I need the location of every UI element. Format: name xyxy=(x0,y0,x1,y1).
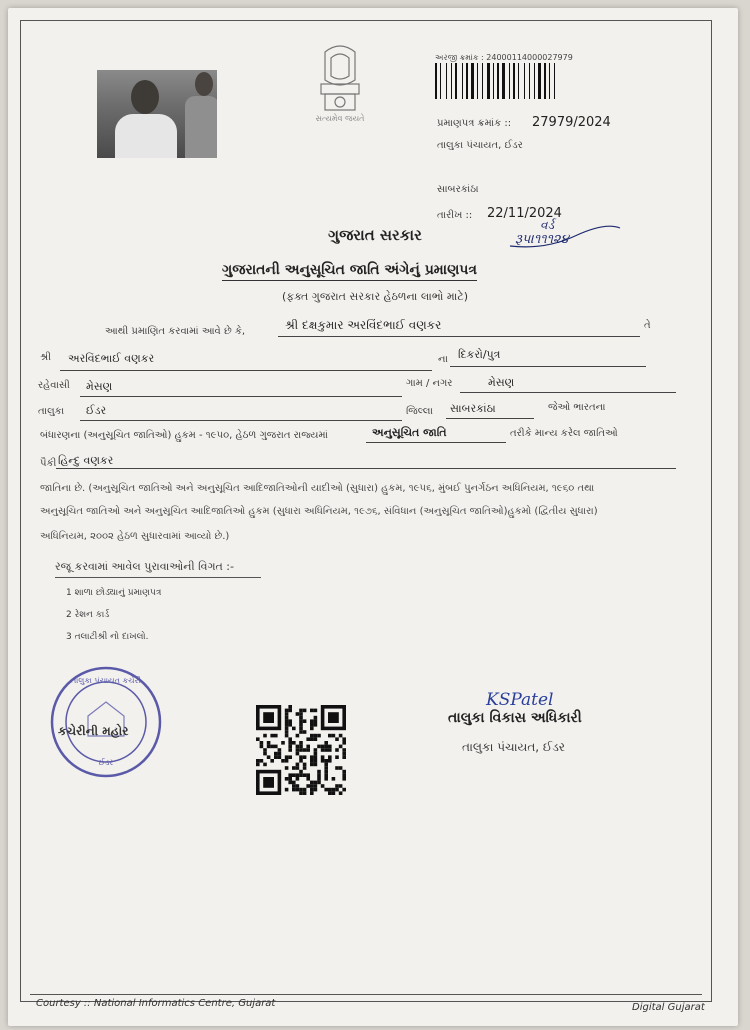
caste-line xyxy=(56,468,676,469)
issue-date: 22/11/2024 xyxy=(487,206,562,221)
signature: KSPatel xyxy=(486,690,554,710)
evidence-item: 3 તલાટીશ્રી નો દાખલો. xyxy=(66,632,149,642)
caste: હિન્દુ વણકર xyxy=(58,454,114,467)
gov-title: ગુજરાત સરકાર xyxy=(328,226,422,244)
village-line xyxy=(460,392,676,393)
resident-line xyxy=(80,396,402,397)
te-label: તે xyxy=(644,320,651,331)
signatory-title: તાલુકા વિકાસ અધિકારી xyxy=(448,710,582,726)
bharat-label: જેઓ ભારતના xyxy=(548,402,606,413)
header-office: તાલુકા પંચાયત, ઈડર xyxy=(437,140,523,151)
barcode xyxy=(435,63,580,99)
seal-ring-text: તાલુકા પંચાયત કચેરી xyxy=(71,676,141,685)
father-line xyxy=(60,370,432,371)
certificate-title: ગુજરાતની અનુસૂચિત જાતિ અંગેનું પ્રમાણપત્ર xyxy=(222,262,477,281)
shri-label: શ્રી xyxy=(40,352,52,363)
header-district: સાબરકાંઠા xyxy=(437,184,479,195)
certificate-number: 27979/2024 xyxy=(532,115,611,130)
emblem-caption: સત્યમેવ જયતે xyxy=(315,114,365,123)
name-line xyxy=(278,336,640,337)
handwritten-note-2: રૂપ।૧૧૧૨૪ xyxy=(515,232,569,247)
evidence-heading: રજૂ કરવામાં આવેલ પુરાવાઓની વિગત :- xyxy=(55,560,261,578)
para-line-2: અનુસૂચિત જાતિઓ અને અનુસૂચિત આદિજાતિઓ હુકમ (સુધારા અધિનિયમ, ૧૯૭૬, સંવિધાન (અનુસૂચિત જાતિઓ)હુકમો (દ્વિતીય સુધારા) xyxy=(40,506,598,517)
evidence-item: 2 રેશન કાર્ડ xyxy=(66,610,110,620)
district: સાબરકાંઠા xyxy=(450,402,496,415)
office-seal xyxy=(50,666,162,778)
seal-center: કચેરીની મહોર xyxy=(58,724,129,738)
state-emblem-icon xyxy=(305,40,375,130)
signatory-office: તાલુકા પંચાયત, ઈડર xyxy=(462,740,565,754)
seal-bottom: ઈડર xyxy=(98,758,114,767)
paiki-label: પૈકી xyxy=(40,458,57,469)
district-line xyxy=(446,418,534,419)
father-name: અરવિંદભાઈ વણકર xyxy=(68,352,155,365)
applicant-name: શ્રી દક્ષકુમાર અરવિંદભાઈ વણકર xyxy=(285,318,442,332)
para-line-1: જાતિના છે. (અનુસૂચિત જાતિઓ અને અનુસૂચિત આદિજાતિઓની યાદીઓ (સુધારા) હુકમ, ૧૯૫૬, મુંબઈ પુનર્ગઠન અધિનિયમ, ૧૯૬૦ તથા xyxy=(40,483,595,494)
footer-courtesy: Courtesy :: National Informatics Centre, Gujarat xyxy=(36,998,276,1009)
caste-type-line xyxy=(366,442,506,443)
caste-type: અનુસૂચિત જાતિ xyxy=(372,426,447,439)
village-label: ગામ / નગર xyxy=(406,378,453,389)
na-label: ના xyxy=(438,354,448,365)
certify-label: આથી પ્રમાણિત કરવામાં આવે છે કે, xyxy=(105,326,246,337)
handwritten-note-1: વર્ડ xyxy=(540,218,555,232)
para-line-3: અધિનિયમ, ૨૦૦૨ હેઠળ સુધારવામાં આવ્યો છે.) xyxy=(40,531,230,542)
certificate-no-label: પ્રમાણપત્ર ક્રમાંક :: xyxy=(437,118,512,129)
footer-divider xyxy=(30,994,702,995)
constitution-post: તરીકે માન્ય કરેલ જાતિઓ xyxy=(510,428,618,439)
taluka-label: તાલુકા xyxy=(38,406,65,417)
evidence-item: 1 શાળા છોડ્યાનું પ્રમાણપત્ર xyxy=(66,588,162,598)
taluka-line xyxy=(80,420,402,421)
relation: દિકરો/પુત્ર xyxy=(458,348,501,361)
footer-digital-gujarat: Digital Gujarat xyxy=(632,1002,705,1013)
barcode-label: અરજી ક્રમાંક : 24000114000027979 xyxy=(435,53,573,62)
relation-line xyxy=(450,366,646,367)
qr-code xyxy=(256,705,346,805)
constitution-pre: બંધારણના (અનુસૂચિત જાતિઓ) હુકમ - ૧૯૫૦, હેઠળ ગુજરાત રાજ્યમાં xyxy=(40,430,328,441)
date-label: તારીખ :: xyxy=(437,210,473,221)
resident-label: રહેવાસી xyxy=(38,380,70,391)
applicant-photo xyxy=(97,70,217,158)
certificate-subtitle: (ફક્ત ગુજરાત સરકાર હેઠળના લાભો માટે) xyxy=(281,290,469,303)
resident: મેસણ xyxy=(86,380,113,393)
village: મેસણ xyxy=(488,376,515,389)
taluka: ઈડર xyxy=(86,404,107,417)
district-label: જિલ્લા xyxy=(406,406,433,417)
